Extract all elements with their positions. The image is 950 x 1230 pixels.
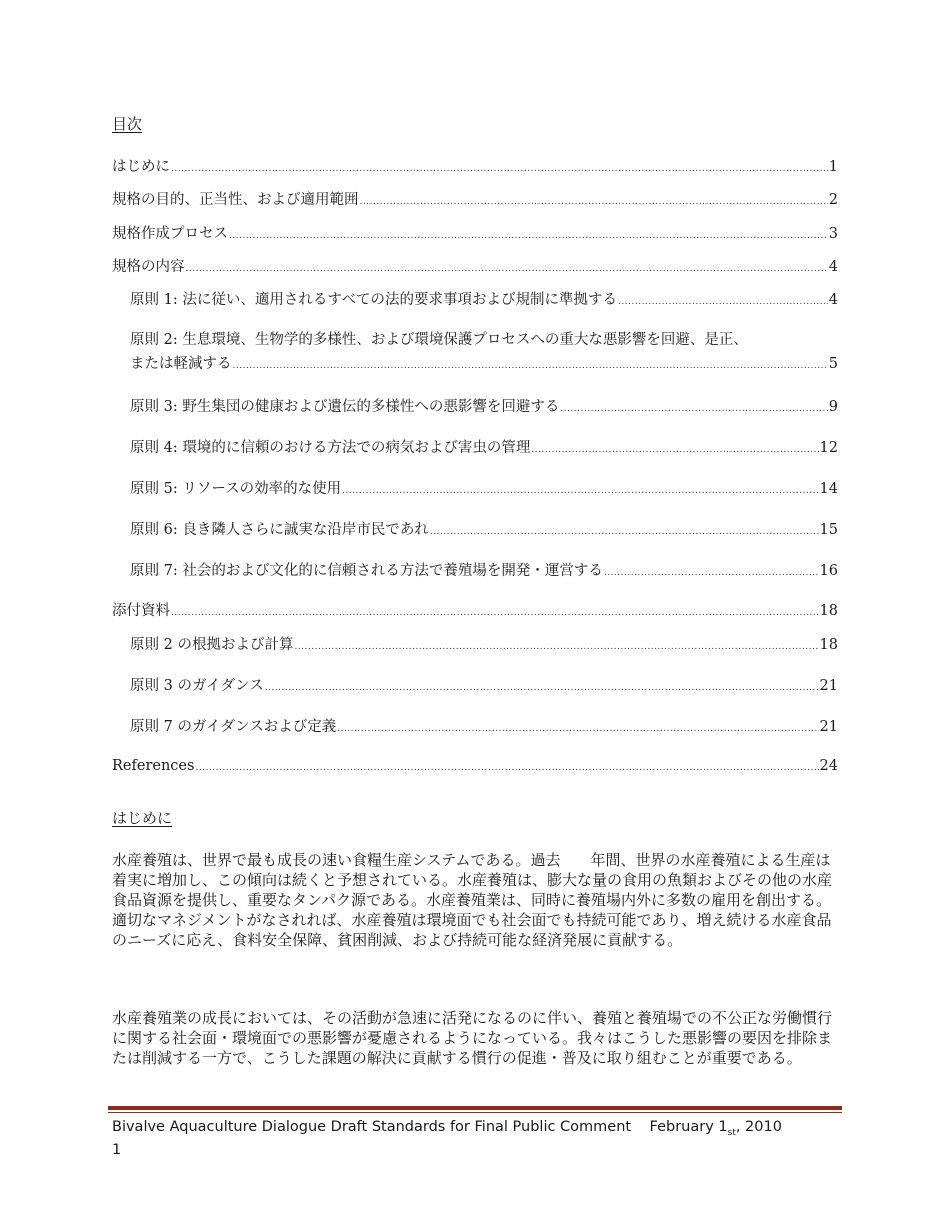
- toc-leader-dots: [337, 720, 818, 738]
- toc-entry-title: 添付資料: [112, 603, 170, 619]
- toc-entry-page: 21: [819, 678, 838, 694]
- toc-leader-dots: [342, 482, 818, 500]
- toc-entry-title: 原則 3: 野生集団の健康および遺伝的多様性への悪影響を回避する: [130, 399, 560, 415]
- toc-entry-title: 規格の目的、正当性、および適用範囲: [112, 192, 359, 208]
- toc-leader-dots: [233, 354, 828, 378]
- toc-leader-dots: [171, 604, 819, 622]
- toc-entry-title: 原則 7: 社会的および文化的に信頼される方法で養殖場を開発・運営する: [130, 563, 603, 579]
- toc-leader-dots: [604, 564, 819, 582]
- toc-entry-page: 12: [819, 440, 838, 456]
- toc-entry-page: 1: [828, 159, 838, 175]
- toc-entry-page: 18: [819, 603, 838, 619]
- toc-entry[interactable]: [112, 225, 838, 245]
- toc-leader-dots: [229, 227, 828, 245]
- toc-entry-page: 4: [828, 292, 838, 308]
- footer-text: [112, 1117, 782, 1143]
- toc-leader-dots: [186, 260, 828, 278]
- toc-entry[interactable]: [112, 258, 838, 278]
- toc-entry[interactable]: [130, 718, 838, 738]
- toc-leader-dots: [265, 679, 819, 697]
- toc-entry-page: 16: [819, 563, 838, 579]
- footer-title: Bivalve Aquaculture Dialogue Draft Standards for Final Public Comment: [112, 1119, 632, 1135]
- toc-entry-title: 原則 2: 生息環境、生物学的多様性、および環境保護プロセスへの重大な悪影響を回避、是正、: [130, 332, 748, 348]
- toc-entry-title: 原則 6: 良き隣人さらに誠実な沿岸市民であれ: [130, 522, 429, 538]
- toc-entry-title: 原則 7 のガイダンスおよび定義: [130, 719, 337, 735]
- toc-entry-page: 24: [819, 758, 838, 774]
- toc-leader-dots: [360, 193, 828, 211]
- toc-entry[interactable]: [130, 398, 838, 418]
- toc-entry-title: 規格作成プロセス: [112, 226, 228, 242]
- toc-entry-page: 15: [819, 522, 838, 538]
- toc-heading: 目次: [112, 115, 143, 133]
- toc-entry[interactable]: [130, 439, 838, 459]
- toc-entry-title-continued: または軽減する: [130, 356, 232, 372]
- toc-entry-title: 規格の内容: [112, 259, 185, 275]
- toc-entry-page: 2: [828, 192, 838, 208]
- toc-leader-dots: [430, 523, 819, 541]
- toc-entry-title: 原則 5: リソースの効率的な使用: [130, 481, 342, 497]
- toc-leader-dots: [618, 293, 828, 311]
- footer-rule: [108, 1106, 842, 1110]
- footer-date: February $1_{st}$, 2010: [649, 1119, 782, 1138]
- toc-entry[interactable]: [130, 328, 838, 378]
- intro-heading: はじめに: [112, 809, 173, 827]
- toc-entry[interactable]: [130, 291, 838, 311]
- document-page: [112, 0, 838, 1230]
- toc-entry[interactable]: [112, 158, 838, 178]
- toc-entry[interactable]: [130, 521, 838, 541]
- toc-entry[interactable]: [112, 602, 838, 622]
- toc-entry-page: 21: [819, 719, 838, 735]
- toc-entry-page: 9: [828, 399, 838, 415]
- toc-leader-dots: [294, 638, 818, 656]
- intro-paragraph-2: 水産養殖業の成長においては、その活動が急速に活発になるのに伴い、養殖と養殖場での不公正な労働慣行に関する社会面・環境面での悪影響が憂慮されるようになっている。我々はこうした悪影響の要因を排除または削減する一方で、こうした課題の解決に貢献する慣行の促進・普及に取り組むことが重要である。: [112, 1009, 833, 1067]
- toc-entry-title: 原則 3 のガイダンス: [130, 678, 264, 694]
- toc-entry-title: References: [112, 758, 195, 774]
- toc-entry-page: 3: [828, 226, 838, 242]
- toc-entry-page: 18: [819, 637, 838, 653]
- toc-entry-title: 原則 2 の根拠および計算: [130, 637, 294, 653]
- toc-entry[interactable]: [130, 480, 838, 500]
- toc-entry-title: 原則 1: 法に従い、適用されるすべての法的要求事項および規制に準拠する: [130, 292, 618, 308]
- toc-entry-page: 5: [828, 356, 838, 372]
- toc-entry[interactable]: [112, 191, 838, 211]
- toc-entry-page: 14: [819, 481, 838, 497]
- page-number: 1: [112, 1142, 122, 1158]
- toc-entry[interactable]: [112, 757, 838, 777]
- toc-entry[interactable]: [130, 677, 838, 697]
- toc-entry-title: はじめに: [112, 159, 170, 175]
- toc-entry[interactable]: [130, 562, 838, 582]
- toc-leader-dots: [171, 160, 828, 178]
- toc-leader-dots: [195, 759, 818, 777]
- toc-leader-dots: [531, 441, 818, 459]
- footer-rule-thin: [108, 1112, 842, 1113]
- toc-entry[interactable]: [130, 636, 838, 656]
- toc-entry-title: 原則 4: 環境的に信頼のおける方法での病気および害虫の管理: [130, 440, 531, 456]
- intro-paragraph-1: 水産養殖は、世界で最も成長の速い食糧生産システムである。過去 年間、世界の水産養殖による生産は着実に増加し、この傾向は続くと予想されている。水産養殖は、膨大な量の食用の魚類およびその他の水産食品資源を提供し、重要なタンパク源である。水産養殖業は、同時に養殖場内外に多数の雇用を創出する。適切なマネジメントがなされれば、水産養殖は環境面でも社会面でも持続可能であり、増え続ける水産食品のニーズに応え、食料安全保障、貧困削減、および持続可能な経済発展に貢献する。: [112, 851, 833, 949]
- toc-leader-dots: [560, 400, 827, 418]
- toc-entry-page: 4: [828, 259, 838, 275]
